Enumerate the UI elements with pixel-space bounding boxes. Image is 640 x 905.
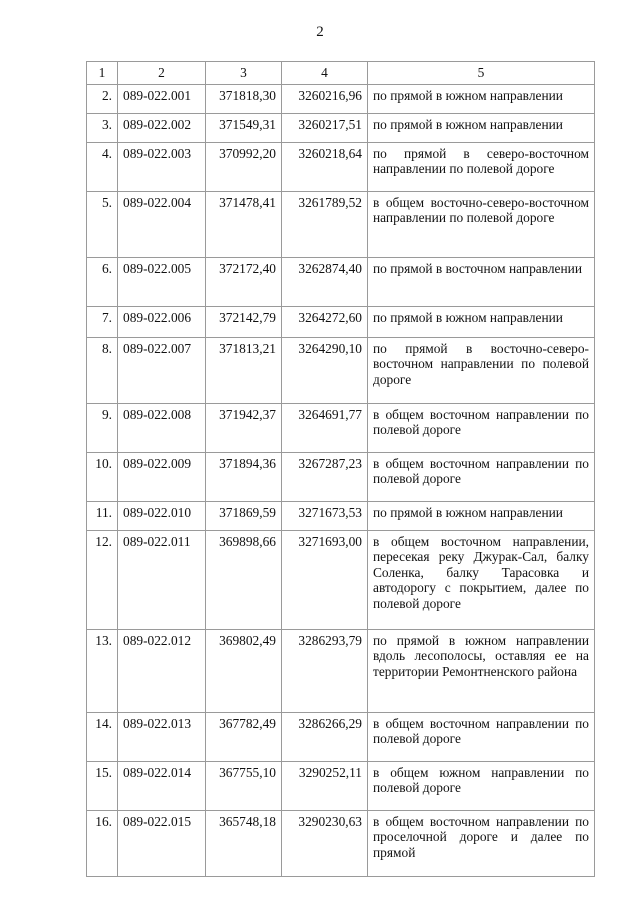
point-number: 6. — [87, 257, 118, 306]
table-row — [87, 257, 595, 306]
point-number: 10. — [87, 452, 118, 501]
point-code: 089-022.007 — [118, 337, 206, 403]
point-code: 089-022.003 — [118, 142, 206, 191]
coordinate-x: 371818,30 — [206, 84, 282, 113]
coordinate-x: 370992,20 — [206, 142, 282, 191]
coordinate-y: 3264272,60 — [282, 306, 368, 337]
point-code: 089-022.001 — [118, 84, 206, 113]
boundary-description: по прямой в южном направлении — [368, 84, 595, 113]
boundary-description: в общем восточном направлении по полевой дороге — [368, 452, 595, 501]
table-row — [87, 142, 595, 191]
point-code: 089-022.011 — [118, 530, 206, 629]
point-number: 9. — [87, 403, 118, 452]
coordinate-y: 3267287,23 — [282, 452, 368, 501]
table-row — [87, 629, 595, 712]
boundary-description: по прямой в восточном направлении — [368, 257, 595, 306]
boundary-description: в общем восточно-северо-восточном направлении по полевой дороге — [368, 191, 595, 257]
coordinate-x: 371478,41 — [206, 191, 282, 257]
coordinate-x: 371549,31 — [206, 113, 282, 142]
boundary-description: по прямой в южном направлении — [368, 306, 595, 337]
coordinate-y: 3260218,64 — [282, 142, 368, 191]
table-header-row — [87, 62, 595, 85]
coordinate-y: 3286293,79 — [282, 629, 368, 712]
point-code: 089-022.010 — [118, 501, 206, 530]
point-code: 089-022.014 — [118, 761, 206, 810]
point-code: 089-022.013 — [118, 712, 206, 761]
point-code: 089-022.012 — [118, 629, 206, 712]
point-number: 14. — [87, 712, 118, 761]
point-code: 089-022.004 — [118, 191, 206, 257]
coordinate-x: 372172,40 — [206, 257, 282, 306]
coordinate-x: 371894,36 — [206, 452, 282, 501]
table-row — [87, 761, 595, 810]
table-row — [87, 712, 595, 761]
point-number: 12. — [87, 530, 118, 629]
boundary-description: в общем восточном направлении по полевой дороге — [368, 403, 595, 452]
point-number: 11. — [87, 501, 118, 530]
table-row — [87, 306, 595, 337]
point-number: 16. — [87, 810, 118, 876]
boundary-description: по прямой в южном направлении вдоль лесополосы, оставляя ее на территории Ремонтненского района — [368, 629, 595, 712]
coordinate-x: 369898,66 — [206, 530, 282, 629]
table-row — [87, 501, 595, 530]
header-cell: 5 — [368, 62, 595, 85]
point-number: 13. — [87, 629, 118, 712]
table-row — [87, 191, 595, 257]
boundary-coordinates-table — [86, 61, 595, 877]
table-row — [87, 113, 595, 142]
point-number: 2. — [87, 84, 118, 113]
point-code: 089-022.002 — [118, 113, 206, 142]
point-number: 8. — [87, 337, 118, 403]
table-row — [87, 452, 595, 501]
coordinate-x: 369802,49 — [206, 629, 282, 712]
point-code: 089-022.008 — [118, 403, 206, 452]
coordinate-y: 3271673,53 — [282, 501, 368, 530]
boundary-description: в общем южном направлении по полевой дороге — [368, 761, 595, 810]
coordinate-x: 371942,37 — [206, 403, 282, 452]
header-cell: 1 — [87, 62, 118, 85]
coordinate-x: 371813,21 — [206, 337, 282, 403]
coordinate-y: 3264691,77 — [282, 403, 368, 452]
boundary-description: в общем восточном направлении, пересекая реку Джурак-Сал, балку Соленка, балку Тарасовка и автодорогу с покрытием, далее по полевой дороге — [368, 530, 595, 629]
point-code: 089-022.015 — [118, 810, 206, 876]
point-code: 089-022.005 — [118, 257, 206, 306]
coordinate-y: 3262874,40 — [282, 257, 368, 306]
point-number: 4. — [87, 142, 118, 191]
point-number: 15. — [87, 761, 118, 810]
coordinate-y: 3260217,51 — [282, 113, 368, 142]
boundary-description: по прямой в северо-восточном направлении по полевой дороге — [368, 142, 595, 191]
coordinate-x: 367755,10 — [206, 761, 282, 810]
boundary-description: в общем восточном направлении по проселочной дороге и далее по прямой — [368, 810, 595, 876]
point-number: 7. — [87, 306, 118, 337]
point-number: 3. — [87, 113, 118, 142]
coordinate-y: 3290252,11 — [282, 761, 368, 810]
coordinate-y: 3261789,52 — [282, 191, 368, 257]
header-cell: 2 — [118, 62, 206, 85]
point-number: 5. — [87, 191, 118, 257]
coordinate-y: 3260216,96 — [282, 84, 368, 113]
point-code: 089-022.009 — [118, 452, 206, 501]
boundary-description: по прямой в южном направлении — [368, 501, 595, 530]
coordinate-y: 3286266,29 — [282, 712, 368, 761]
coordinate-y: 3290230,63 — [282, 810, 368, 876]
point-code: 089-022.006 — [118, 306, 206, 337]
table-row — [87, 530, 595, 629]
header-cell: 3 — [206, 62, 282, 85]
page-number: 2 — [316, 24, 324, 40]
table-row — [87, 84, 595, 113]
coordinate-x: 371869,59 — [206, 501, 282, 530]
coordinate-y: 3264290,10 — [282, 337, 368, 403]
boundary-description: в общем восточном направлении по полевой дороге — [368, 712, 595, 761]
coordinate-y: 3271693,00 — [282, 530, 368, 629]
table-row — [87, 337, 595, 403]
header-cell: 4 — [282, 62, 368, 85]
boundary-description: по прямой в южном направлении — [368, 113, 595, 142]
table-row — [87, 403, 595, 452]
coordinate-x: 365748,18 — [206, 810, 282, 876]
coordinate-x: 367782,49 — [206, 712, 282, 761]
boundary-description: по прямой в восточно-северо-восточном направлении по полевой дороге — [368, 337, 595, 403]
coordinate-x: 372142,79 — [206, 306, 282, 337]
table-row — [87, 810, 595, 876]
